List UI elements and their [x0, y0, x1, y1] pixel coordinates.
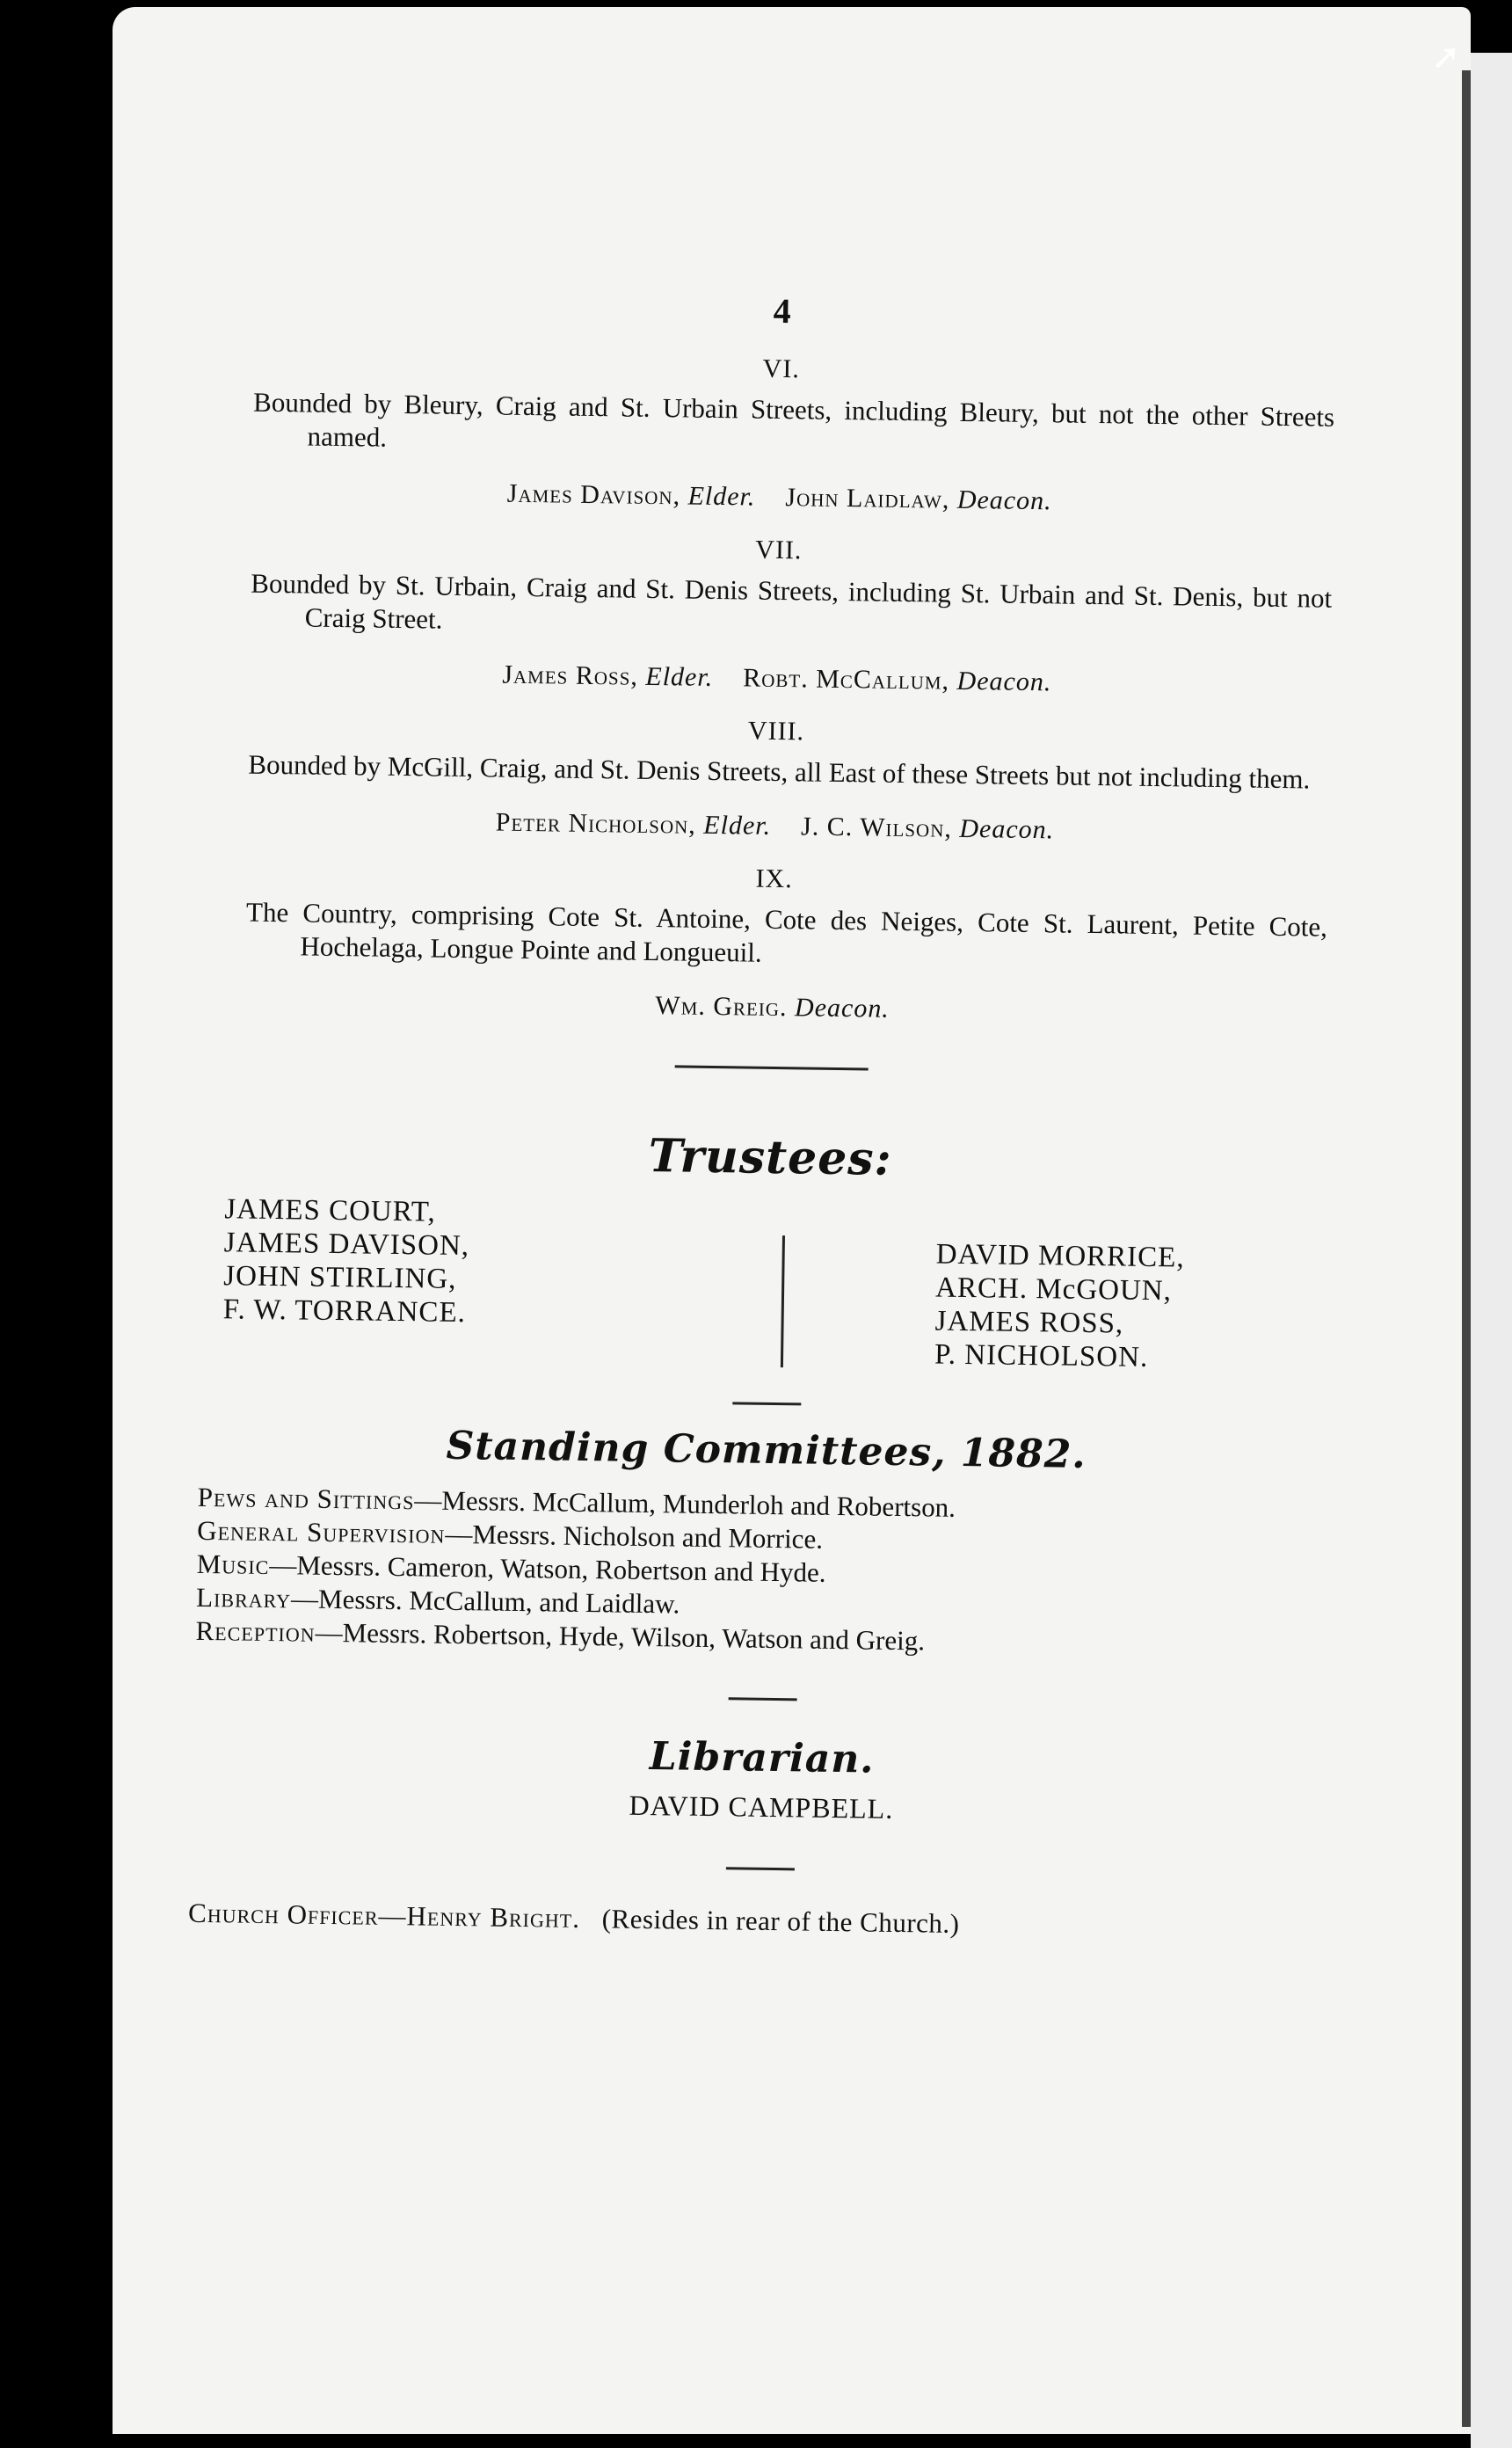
trustee-name: DAVID MORRICE,: [935, 1238, 1185, 1274]
district-boundary-text: Bounded by St. Urbain, Craig and St. Denis Streets, including St. Urbain and St. Denis, but not Craig Street.: [251, 567, 1333, 635]
committee-members: —Messrs. Robertson, Hyde, Wilson, Watson and Greig.: [315, 1616, 926, 1657]
section-divider: [675, 1065, 869, 1070]
trustees-heading: Trustees:: [648, 1128, 893, 1186]
trustee-name: JOHN STIRLING,: [223, 1260, 457, 1295]
district-numeral: VI.: [762, 353, 801, 384]
committee-label: Library: [195, 1581, 292, 1614]
deacon-name: J. C. Wilson,: [800, 812, 953, 843]
trustee-name: JAMES COURT,: [224, 1193, 437, 1228]
elder-name: James Ross,: [502, 659, 639, 691]
district-officers: [208, 475, 1351, 521]
elder-title: Elder.: [645, 661, 714, 692]
trustee-name: JAMES DAVISON,: [223, 1227, 470, 1263]
committee-label: Music: [196, 1548, 270, 1580]
trustee-name: JAMES ROSS,: [934, 1305, 1124, 1340]
column-divider: [781, 1235, 785, 1367]
committee-members: —Messrs. Nicholson and Morrice.: [445, 1518, 824, 1555]
committee-label: Reception: [195, 1614, 316, 1648]
librarian-name: DAVID CAMPBELL.: [629, 1789, 894, 1825]
elder-name: James Davison,: [506, 478, 681, 511]
trustee-name: ARCH. McGOUN,: [934, 1271, 1173, 1308]
book-spine: [1462, 70, 1471, 2427]
district-section: [203, 709, 1348, 849]
committees-heading: Standing Committees, 1882.: [446, 1423, 1087, 1477]
district-boundary-text: Bounded by McGill, Craig, and St. Denis Streets, all East of these Streets but not including them.: [248, 748, 1311, 795]
district-numeral: IX.: [755, 863, 793, 894]
section-divider: [729, 1697, 797, 1701]
district-numeral: VII.: [755, 535, 803, 565]
deacon-title: Deacon.: [794, 993, 890, 1024]
deacon-name: John Laidlaw,: [785, 483, 950, 514]
church-officer-label: Church Officer—Henry Bright.: [187, 1897, 581, 1934]
committee-members: —Messrs. McCallum, and Laidlaw.: [290, 1583, 680, 1620]
deacon-title: Deacon.: [956, 484, 1052, 516]
district-numeral: VIII.: [747, 716, 805, 747]
trustees-right-column: [934, 1238, 1185, 1375]
section-divider: [726, 1867, 795, 1870]
facing-page-edge: [1471, 53, 1512, 2448]
committees-list: [192, 1481, 1337, 1664]
arrow-icon: ➚: [1431, 37, 1461, 77]
elder-title: Elder.: [703, 810, 772, 841]
district-officers: [203, 804, 1346, 849]
trustees-list: [195, 1192, 1341, 1410]
district-section: [208, 346, 1353, 521]
deacon-name: Robt. McCallum,: [742, 663, 950, 696]
trustees-left-column: [222, 1192, 469, 1330]
committee-members: —Messrs. McCallum, Munderloh and Robertson.: [414, 1484, 956, 1523]
district-section: [200, 856, 1345, 1031]
trustee-name: F. W. TORRANCE.: [222, 1293, 467, 1330]
church-officer-note: (Resides in rear of the Church.): [601, 1903, 960, 1939]
page-content: [188, 282, 1354, 1945]
deacon-name: Wm. Greig.: [655, 991, 788, 1023]
elder-name: Peter Nicholson,: [495, 807, 697, 840]
committee-label: General Supervision: [196, 1514, 446, 1549]
page-number: 4: [773, 290, 791, 332]
deacon-title: Deacon.: [956, 666, 1052, 697]
district-section: [206, 528, 1350, 702]
district-officers: [200, 985, 1343, 1031]
trustee-name: P. NICHOLSON.: [934, 1338, 1149, 1373]
librarian-heading: Librarian.: [649, 1734, 875, 1782]
committee-members: —Messrs. Cameron, Watson, Robertson and Hyde.: [269, 1548, 826, 1588]
committee-label: Pews and Sittings: [197, 1481, 415, 1516]
deacon-title: Deacon.: [959, 813, 1055, 845]
district-boundary-text: Bounded by Bleury, Craig and St. Urbain Streets, including Bleury, but not the other Streets named.: [252, 386, 1335, 453]
elder-title: Elder.: [687, 481, 756, 512]
district-boundary-text: The Country, comprising Cote St. Antoine, Cote des Neiges, Cote St. Laurent, Petite Cote, Hochelaga, Longue Pointe and Longueuil.: [245, 896, 1328, 968]
district-officers: [206, 656, 1348, 702]
